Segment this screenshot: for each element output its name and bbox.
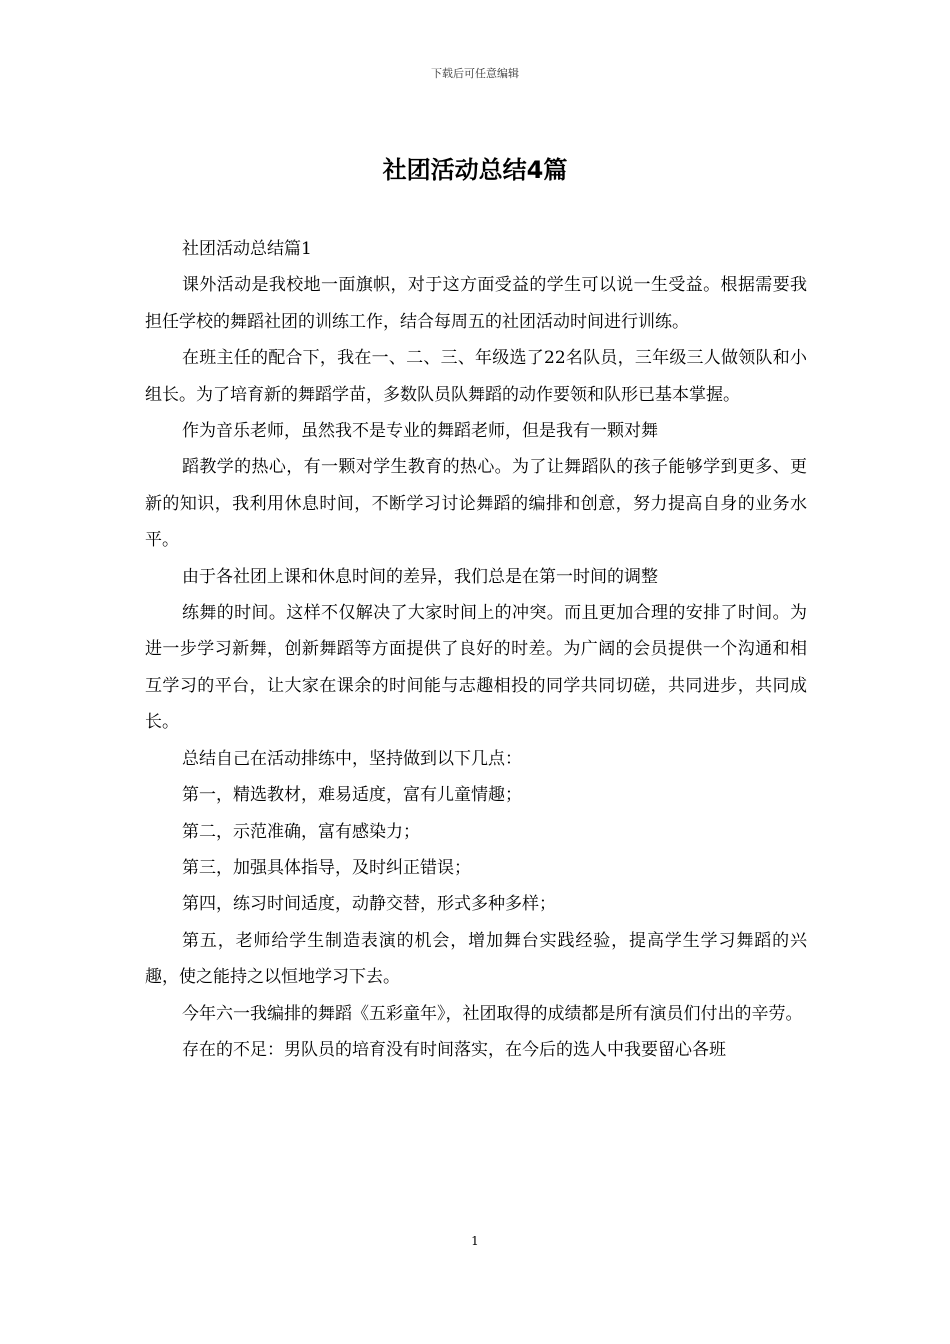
list-item: 第四，练习时间适度，动静交替，形式多种多样； <box>182 894 556 915</box>
page-header-note: 下载后可任意编辑 <box>431 67 519 80</box>
paragraph: 在班主任的配合下，我在一、二、三、年级选了22名队员，三年级三人做领队和小组长。为了培育新的舞蹈学苗，多数队员队舞蹈的动作要领和队形已基本掌握。 <box>145 348 807 405</box>
page-number: 1 <box>471 1234 479 1248</box>
paragraph: 今年六一我编排的舞蹈《五彩童年》，社团取得的成绩都是所有演员们付出的辛劳。 <box>182 1003 803 1024</box>
document-title: 社团活动总结4篇 <box>382 156 568 184</box>
paragraph: 存在的不足：男队员的培育没有时间落实，在今后的选人中我要留心各班 <box>182 1039 726 1060</box>
list-item: 第五，老师给学生制造表演的机会，增加舞台实践经验，提高学生学习舞蹈的兴趣，使之能持之以恒地学习下去。 <box>145 930 807 988</box>
paragraph: 练舞的时间。这样不仅解决了大家时间上的冲突。而且更加合理的安排了时间。为进一步学习新舞，创新舞蹈等方面提供了良好的时差。为广阔的会员提供一个沟通和相互学习的平台，让大家在课余的时间能与志趣相投的同学共同切磋，共同进步，共同成长。 <box>145 603 807 733</box>
paragraph: 由于各社团上课和休息时间的差异，我们总是在第一时间的调整 <box>182 566 658 587</box>
list-item: 第一，精选教材，难易适度，富有儿童情趣； <box>182 785 522 806</box>
list-item: 第三，加强具体指导，及时纠正错误； <box>182 857 471 878</box>
paragraph: 作为音乐老师，虽然我不是专业的舞蹈老师，但是我有一颗对舞 <box>182 421 658 442</box>
list-item: 第二，示范准确，富有感染力； <box>182 821 420 842</box>
paragraph: 总结自己在活动排练中，坚持做到以下几点： <box>182 748 522 769</box>
paragraph: 蹈教学的热心，有一颗对学生教育的热心。为了让舞蹈队的孩子能够学到更多、更新的知识，我利用休息时间，不断学习讨论舞蹈的编排和创意，努力提高自身的业务水平。 <box>145 457 807 551</box>
paragraph: 课外活动是我校地一面旗帜，对于这方面受益的学生可以说一生受益。根据需要我担任学校的舞蹈社团的训练工作，结合每周五的社团活动时间进行训练。 <box>145 275 807 332</box>
document-body <box>145 231 807 1068</box>
section-heading: 社团活动总结篇1 <box>182 239 312 259</box>
